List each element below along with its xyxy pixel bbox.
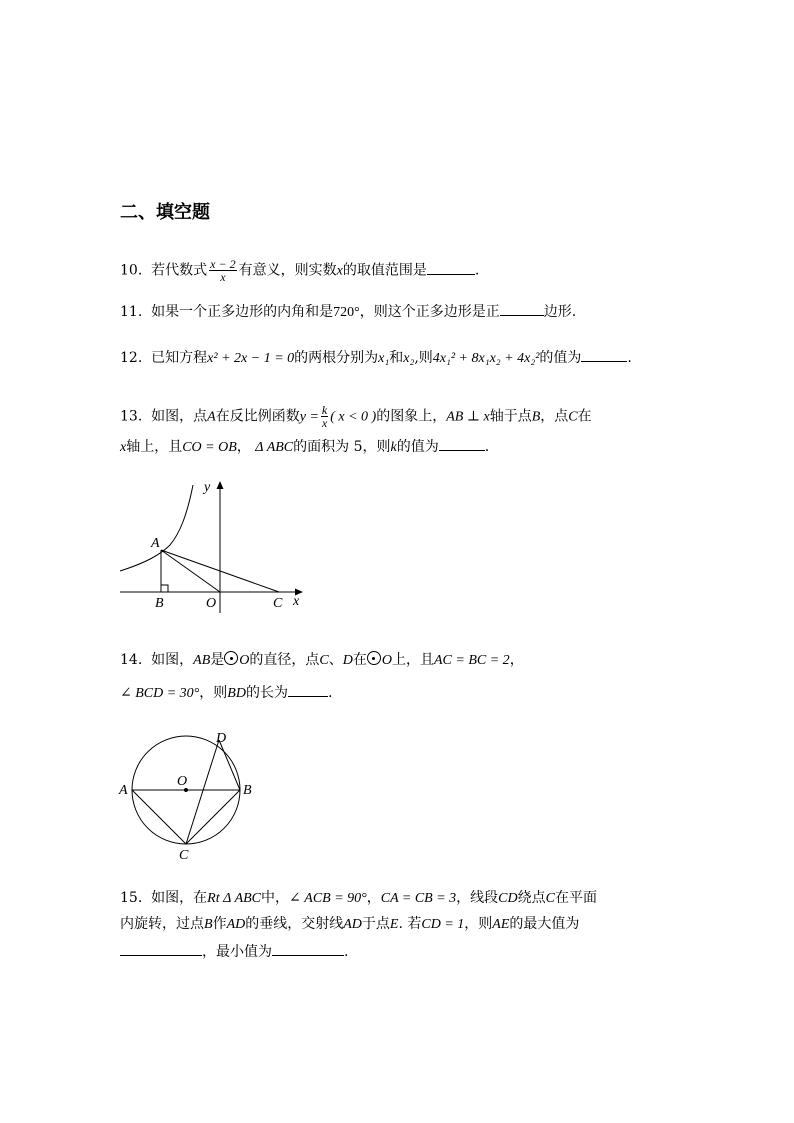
point-c: C: [319, 653, 329, 668]
q14-text-mid1: 是: [210, 652, 225, 668]
y-axis-arrow: [217, 481, 224, 489]
q14-line2-a: ，则: [199, 685, 228, 701]
q15-line2-c: 的垂线，交射线: [245, 916, 344, 932]
question-13-line-1: [120, 404, 592, 429]
q12-and: 和: [389, 350, 404, 366]
q15-line3-a: ，最小值为: [202, 944, 272, 960]
q15-line2-a: 内旋转，过点: [120, 916, 204, 932]
expression: 4x₁² + 8x₁x₂ + 4x₂²: [432, 351, 540, 366]
triangle: Rt Δ ABC: [207, 891, 262, 906]
label-x: x: [293, 594, 300, 609]
question-number: 10.: [120, 262, 143, 279]
q13-text-mid2: 的图象上，: [376, 408, 447, 425]
q14-text-mid4: 上，且: [392, 652, 434, 668]
label-c: C: [273, 596, 283, 611]
point-d: D: [342, 653, 353, 668]
k-var: k: [390, 440, 397, 455]
q14-end: .: [327, 685, 333, 701]
equality: AC = BC = 2: [434, 653, 510, 668]
label-b: B: [243, 783, 252, 798]
function-fraction: [321, 404, 328, 429]
point-e: E: [389, 917, 399, 932]
label-o: O: [206, 596, 217, 611]
x-var: x: [120, 440, 127, 455]
question-14-line-1: [120, 650, 524, 671]
question-10: [120, 258, 479, 283]
point-c: C: [568, 409, 578, 425]
question-number: 13.: [120, 408, 143, 425]
question-11: [120, 301, 576, 323]
center-o: O: [239, 653, 250, 668]
perpendicular-expr: AB ⊥ x: [446, 409, 490, 425]
answer-blank-min[interactable]: [272, 941, 344, 956]
q15-line2-e: . 若: [398, 916, 422, 932]
answer-blank[interactable]: [500, 301, 544, 316]
q14-line2-b: 的长为: [245, 685, 288, 701]
question-15-line-1: [120, 888, 597, 909]
center-o: O: [381, 653, 392, 668]
q13-text-mid1: 在反比例函数: [215, 408, 300, 425]
function-lhs: y =: [299, 409, 319, 425]
question-15-line-3: [120, 941, 348, 962]
right-angle-mark: [161, 585, 168, 592]
point-b: B: [204, 917, 213, 932]
segment-ab: AB: [193, 653, 211, 668]
q10-text-pre: 若代数式: [151, 262, 208, 279]
segment-ao: [161, 550, 220, 592]
q13-text-pre: 如图，点: [151, 408, 208, 425]
q11-text-post: ，则这个正多边形是正: [359, 304, 500, 320]
answer-blank[interactable]: [427, 260, 475, 275]
q12-end: .: [627, 350, 632, 366]
answer-blank[interactable]: [581, 347, 627, 362]
answer-blank[interactable]: [439, 436, 485, 451]
q10-text-mid: 有意义，则实数: [238, 262, 337, 279]
label-c: C: [179, 848, 189, 863]
segment-equality: CO = OB: [182, 440, 237, 455]
q15-line2-b: 作: [212, 916, 227, 932]
point-c: C: [545, 891, 555, 906]
question-number: 14.: [120, 652, 143, 668]
q10-end: .: [474, 262, 480, 279]
q11-end: 边形.: [543, 304, 577, 320]
q15-text-pre: 如图，在: [151, 890, 208, 906]
q15-text-mid5: 在平面: [554, 890, 597, 906]
question-number: 12.: [120, 350, 143, 366]
point-b: B: [531, 409, 541, 425]
q13-line2-a: 轴上，且: [126, 439, 183, 455]
q15-text-mid2: ，: [366, 890, 381, 906]
label-d: D: [216, 731, 227, 746]
q12-text-post: 的值为: [539, 350, 582, 366]
triangle: Δ ABC: [255, 440, 294, 455]
segment-bd: [219, 740, 240, 790]
section-title: 二、填空题: [120, 202, 210, 223]
separator: 、: [328, 652, 343, 668]
root-x2: x₂: [403, 351, 415, 366]
segment-ad: AD: [343, 917, 362, 932]
circle-dot-icon: [367, 651, 381, 665]
segment-ae: AE: [492, 917, 510, 932]
question-13-line-2: [120, 436, 489, 458]
label-a: A: [151, 536, 160, 551]
q10-text-post: 的取值范围是: [342, 262, 427, 279]
q14-text-mid2: 的直径，点: [249, 652, 320, 668]
function-condition: ( x < 0 ): [330, 409, 377, 425]
q15-text-mid1: 中，: [261, 890, 290, 906]
hyperbola-curve: [120, 485, 193, 571]
label-a: A: [119, 783, 128, 798]
figure-14: [115, 728, 265, 863]
fraction-denominator: x: [220, 270, 226, 284]
segment-bd: BD: [227, 686, 246, 701]
cd-value: CD = 1: [421, 917, 465, 932]
fraction-denominator: x: [321, 416, 328, 430]
fraction-numerator: x − 2: [210, 257, 236, 271]
q11-text-pre: 如果一个正多边形的内角和是: [151, 304, 334, 320]
label-o: O: [177, 774, 188, 789]
question-14-line-2: [120, 682, 332, 704]
q15-line2-d: 于点: [361, 916, 390, 932]
question-15-line-2: [120, 914, 579, 935]
q13-line2-d: 的值为: [396, 439, 439, 455]
equation: x² + 2x − 1 = 0: [207, 351, 295, 366]
fraction-numerator: k: [321, 403, 328, 417]
q15-end: .: [344, 944, 349, 960]
answer-blank-max[interactable]: [120, 941, 202, 956]
label-y: y: [204, 480, 211, 495]
comma: ，: [509, 652, 524, 668]
label-b: B: [155, 596, 164, 611]
q13-line2-b: ，: [236, 439, 251, 455]
answer-blank[interactable]: [288, 682, 328, 697]
angle-bcd: ∠ BCD = 30°: [120, 686, 200, 701]
q13-text-mid5: 在: [577, 408, 592, 425]
q14-text-pre: 如图，: [151, 652, 194, 668]
angle-acb: ∠ ACB = 90°: [289, 891, 367, 906]
question-12: [120, 347, 632, 369]
q13-end: .: [484, 439, 490, 455]
q15-line2-g: 的最大值为: [509, 916, 580, 932]
q12-text-mid2: ,则: [414, 350, 433, 366]
variable: x: [336, 263, 343, 279]
q13-line2-c: 的面积为 5，则: [293, 439, 391, 455]
q15-text-mid4: 绕点: [517, 890, 546, 906]
question-number: 11.: [120, 304, 143, 320]
segment-cd: [186, 740, 219, 844]
q14-text-mid3: 在: [352, 652, 367, 668]
angle-value: 720°: [333, 305, 360, 320]
question-number: 15.: [120, 890, 143, 906]
root-x1: x₁: [378, 351, 390, 366]
equality: CA = CB = 3: [380, 891, 457, 906]
q15-text-mid3: ，线段: [456, 890, 499, 906]
q13-text-mid3: 轴于点: [489, 408, 532, 425]
circle-dot-icon: [224, 651, 238, 665]
figure-13: [115, 475, 315, 615]
segment-cd: CD: [498, 891, 518, 906]
point-a: A: [207, 409, 216, 425]
q12-text-pre: 已知方程: [151, 350, 208, 366]
fraction: [209, 258, 236, 283]
q15-line2-f: ，则: [464, 916, 493, 932]
q12-text-mid1: 的两根分别为: [294, 350, 379, 366]
segment-ac: [132, 790, 186, 844]
segment-ad: AD: [226, 917, 246, 932]
q13-text-mid4: ，点: [540, 408, 569, 425]
